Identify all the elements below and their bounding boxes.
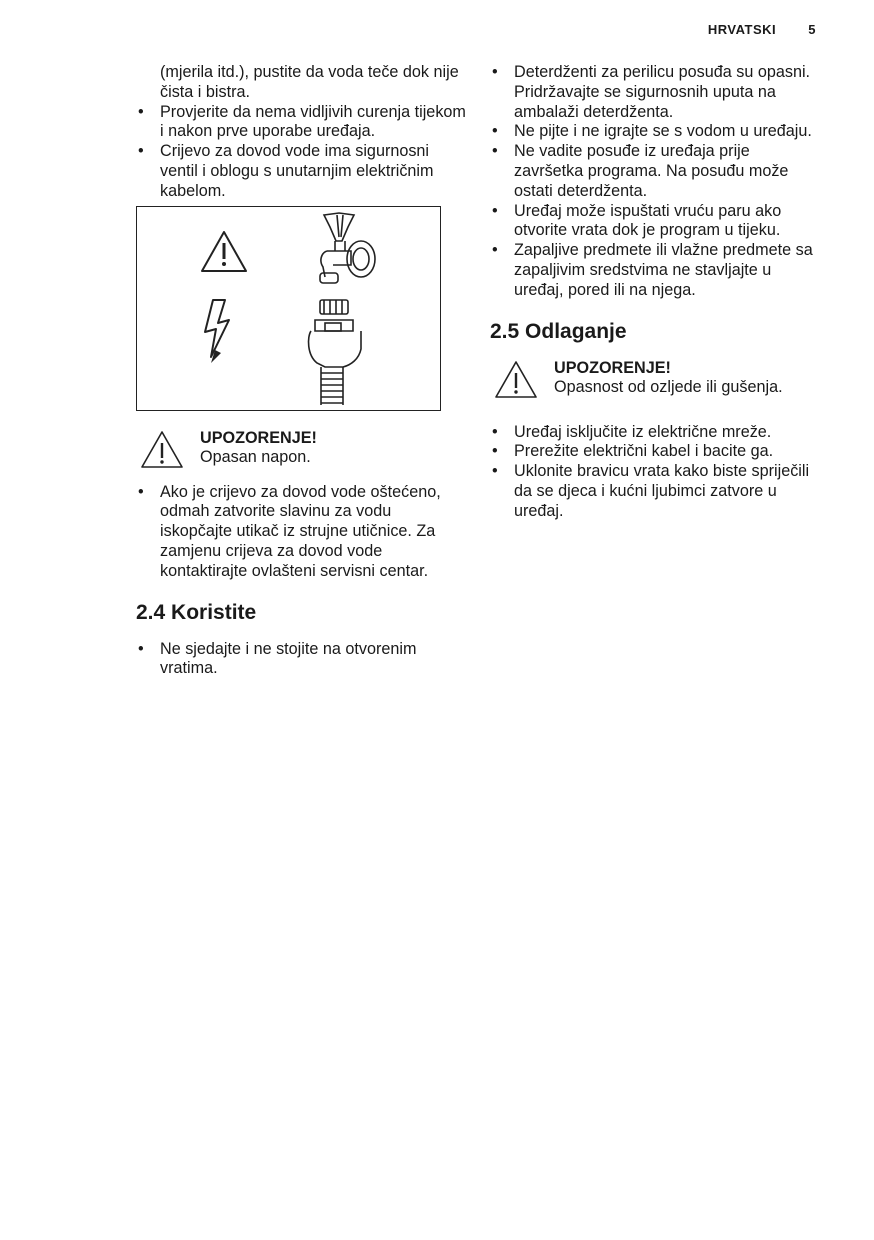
- list-item: • Ako je crijevo za dovod vode oštećeno, odmah zatvorite slavinu za vodu iskopčajte utikač iz strujne utičnice. Za zamjenu crijeva za dovod vode kontaktirajte ovlašteni servisni centar.: [136, 483, 466, 582]
- list-item: • Ne pijte i ne igrajte se s vodom u uređaju.: [490, 122, 820, 142]
- list-item: • Uređaj isključite iz električne mreže.: [490, 423, 820, 443]
- page-header: [708, 22, 816, 37]
- warning-title: UPOZORENJE!: [554, 358, 671, 377]
- left-column: [136, 63, 466, 679]
- warning-text: Opasan napon.: [200, 448, 311, 467]
- warning-title: UPOZORENJE!: [200, 428, 317, 447]
- continuation-text: (mjerila itd.), pustite da voda teče dok nije čista i bistra.: [160, 63, 459, 101]
- list-item: • Provjerite da nema vidljivih curenja tijekom i nakon prve uporabe uređaja.: [136, 103, 466, 143]
- list-item: • Uređaj može ispuštati vruću paru ako otvorite vrata dok je program u tijeku.: [490, 202, 820, 242]
- safety-valve-illustration: [136, 206, 441, 411]
- list-item: • Crijevo za dovod vode ima sigurnosni ventil i oblogu s unutarnjim električnim kabelom.: [136, 142, 466, 201]
- section-title-koristite: 2.4 Koristite: [136, 600, 257, 624]
- water-tap-icon: [320, 213, 375, 283]
- page-number: 5: [808, 22, 816, 37]
- illustration-graphic: [137, 207, 442, 412]
- list-item: • Ne sjedajte i ne stojite na otvorenim vratima.: [136, 640, 466, 680]
- list-item: • Deterdženti za perilicu posuđa su opasni. Pridržavajte se sigurnosnih uputa na ambalaži deterdženta.: [490, 63, 820, 122]
- list-item: • Ne vadite posuđe iz uređaja prije završetka programa. Na posuđu može ostati deterdženta.: [490, 142, 820, 201]
- right-column: [490, 63, 820, 522]
- list-item: • Prerežite električni kabel i bacite ga.: [490, 442, 820, 462]
- warning-suffocation: [490, 359, 820, 403]
- section-title-odlaganje: 2.5 Odlaganje: [490, 319, 627, 343]
- safety-valve-hose-icon: [309, 300, 361, 405]
- warning-triangle-icon: [493, 359, 539, 401]
- warning-text: Opasnost od ozljede ili gušenja.: [554, 378, 783, 397]
- bullet-list-bottom: [136, 640, 466, 680]
- bullet-list-bottom: [490, 423, 820, 522]
- bullet-list-top: [136, 103, 466, 202]
- lightning-bolt-icon: [205, 300, 229, 363]
- bullet-list-top: [490, 63, 820, 301]
- bullet-list-mid: [136, 483, 466, 582]
- warning-triangle-icon: [139, 429, 185, 471]
- warning-voltage: [136, 429, 466, 473]
- list-item: • Uklonite bravicu vrata kako biste spriječili da se djeca i kućni ljubimci zatvore u uređaj.: [490, 462, 820, 521]
- list-item: • Zapaljive predmete ili vlažne predmete sa zapaljivim sredstvima ne stavljajte u uređaj, pored ili na njega.: [490, 241, 820, 300]
- header-language: HRVATSKI: [707, 22, 777, 37]
- warning-triangle-icon: [202, 232, 246, 271]
